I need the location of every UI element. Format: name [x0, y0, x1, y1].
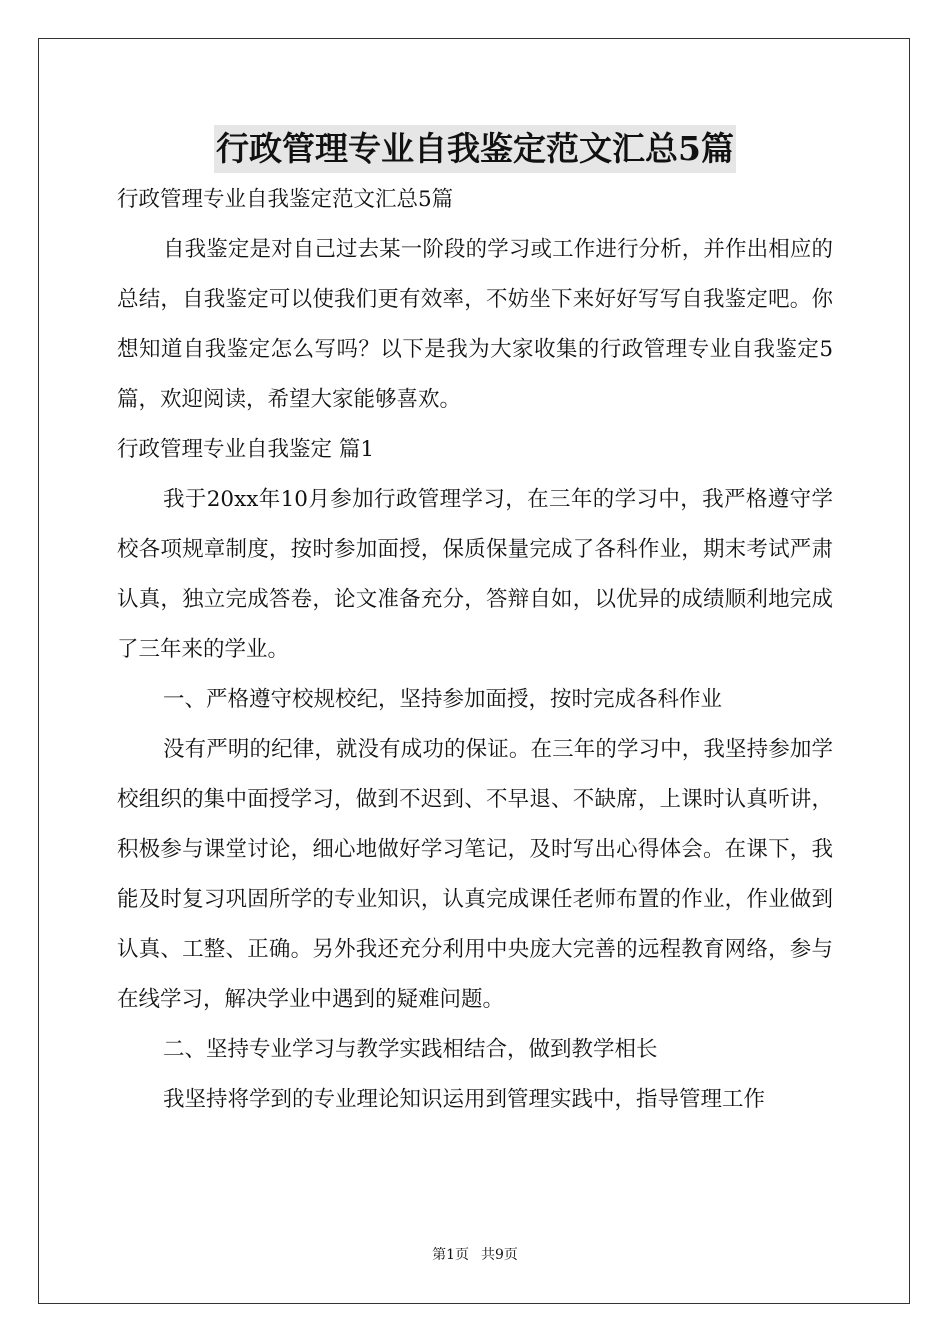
paragraph-3: 我于20xx年10月参加行政管理学习，在三年的学习中，我严格遵守学校各项规章制度，按时参加面授，保质保量完成了各科作业，期末考试严肃认真，独立完成答卷，论文准备充分，答辩自如，以优异的成绩顺利地完成了三年来的学业。: [117, 487, 833, 662]
paragraph-6: 二、坚持专业学习与教学实践相结合，做到教学相长: [163, 1037, 658, 1062]
paragraph-1: 自我鉴定是对自己过去某一阶段的学习或工作进行分析，并作出相应的总结，自我鉴定可以使我们更有效率，不妨坐下来好好写写自我鉴定吧。你想知道自我鉴定怎么写吗？以下是我为大家收集的行政管理专业自我鉴定5篇，欢迎阅读，希望大家能够喜欢。: [117, 237, 833, 412]
document-title: 行政管理专业自我鉴定范文汇总5篇: [214, 125, 736, 173]
paragraph-7: 我坚持将学到的专业理论知识运用到管理实践中，指导管理工作: [163, 1087, 766, 1112]
page-number: 第1页: [432, 1247, 469, 1263]
paragraph-4: 一、严格遵守校规校纪，坚持参加面授，按时完成各科作业: [163, 687, 723, 712]
title-container: [0, 125, 950, 173]
document-body: [117, 175, 833, 1125]
paragraph-5: 没有严明的纪律，就没有成功的保证。在三年的学习中，我坚持参加学校组织的集中面授学习，做到不迟到、不早退、不缺席，上课时认真听讲，积极参与课堂讨论，细心地做好学习笔记，及时写出心得体会。在课下，我能及时复习巩固所学的专业知识，认真完成课任老师布置的作业，作业做到认真、工整、正确。另外我还充分利用中央庞大完善的远程教育网络，参与在线学习，解决学业中遇到的疑难问题。: [117, 737, 833, 1012]
paragraph-2: 行政管理专业自我鉴定 篇1: [117, 437, 375, 462]
paragraph-0: 行政管理专业自我鉴定范文汇总5篇: [117, 187, 454, 212]
page-total: 共9页: [481, 1247, 518, 1263]
page-footer: [0, 1245, 950, 1265]
